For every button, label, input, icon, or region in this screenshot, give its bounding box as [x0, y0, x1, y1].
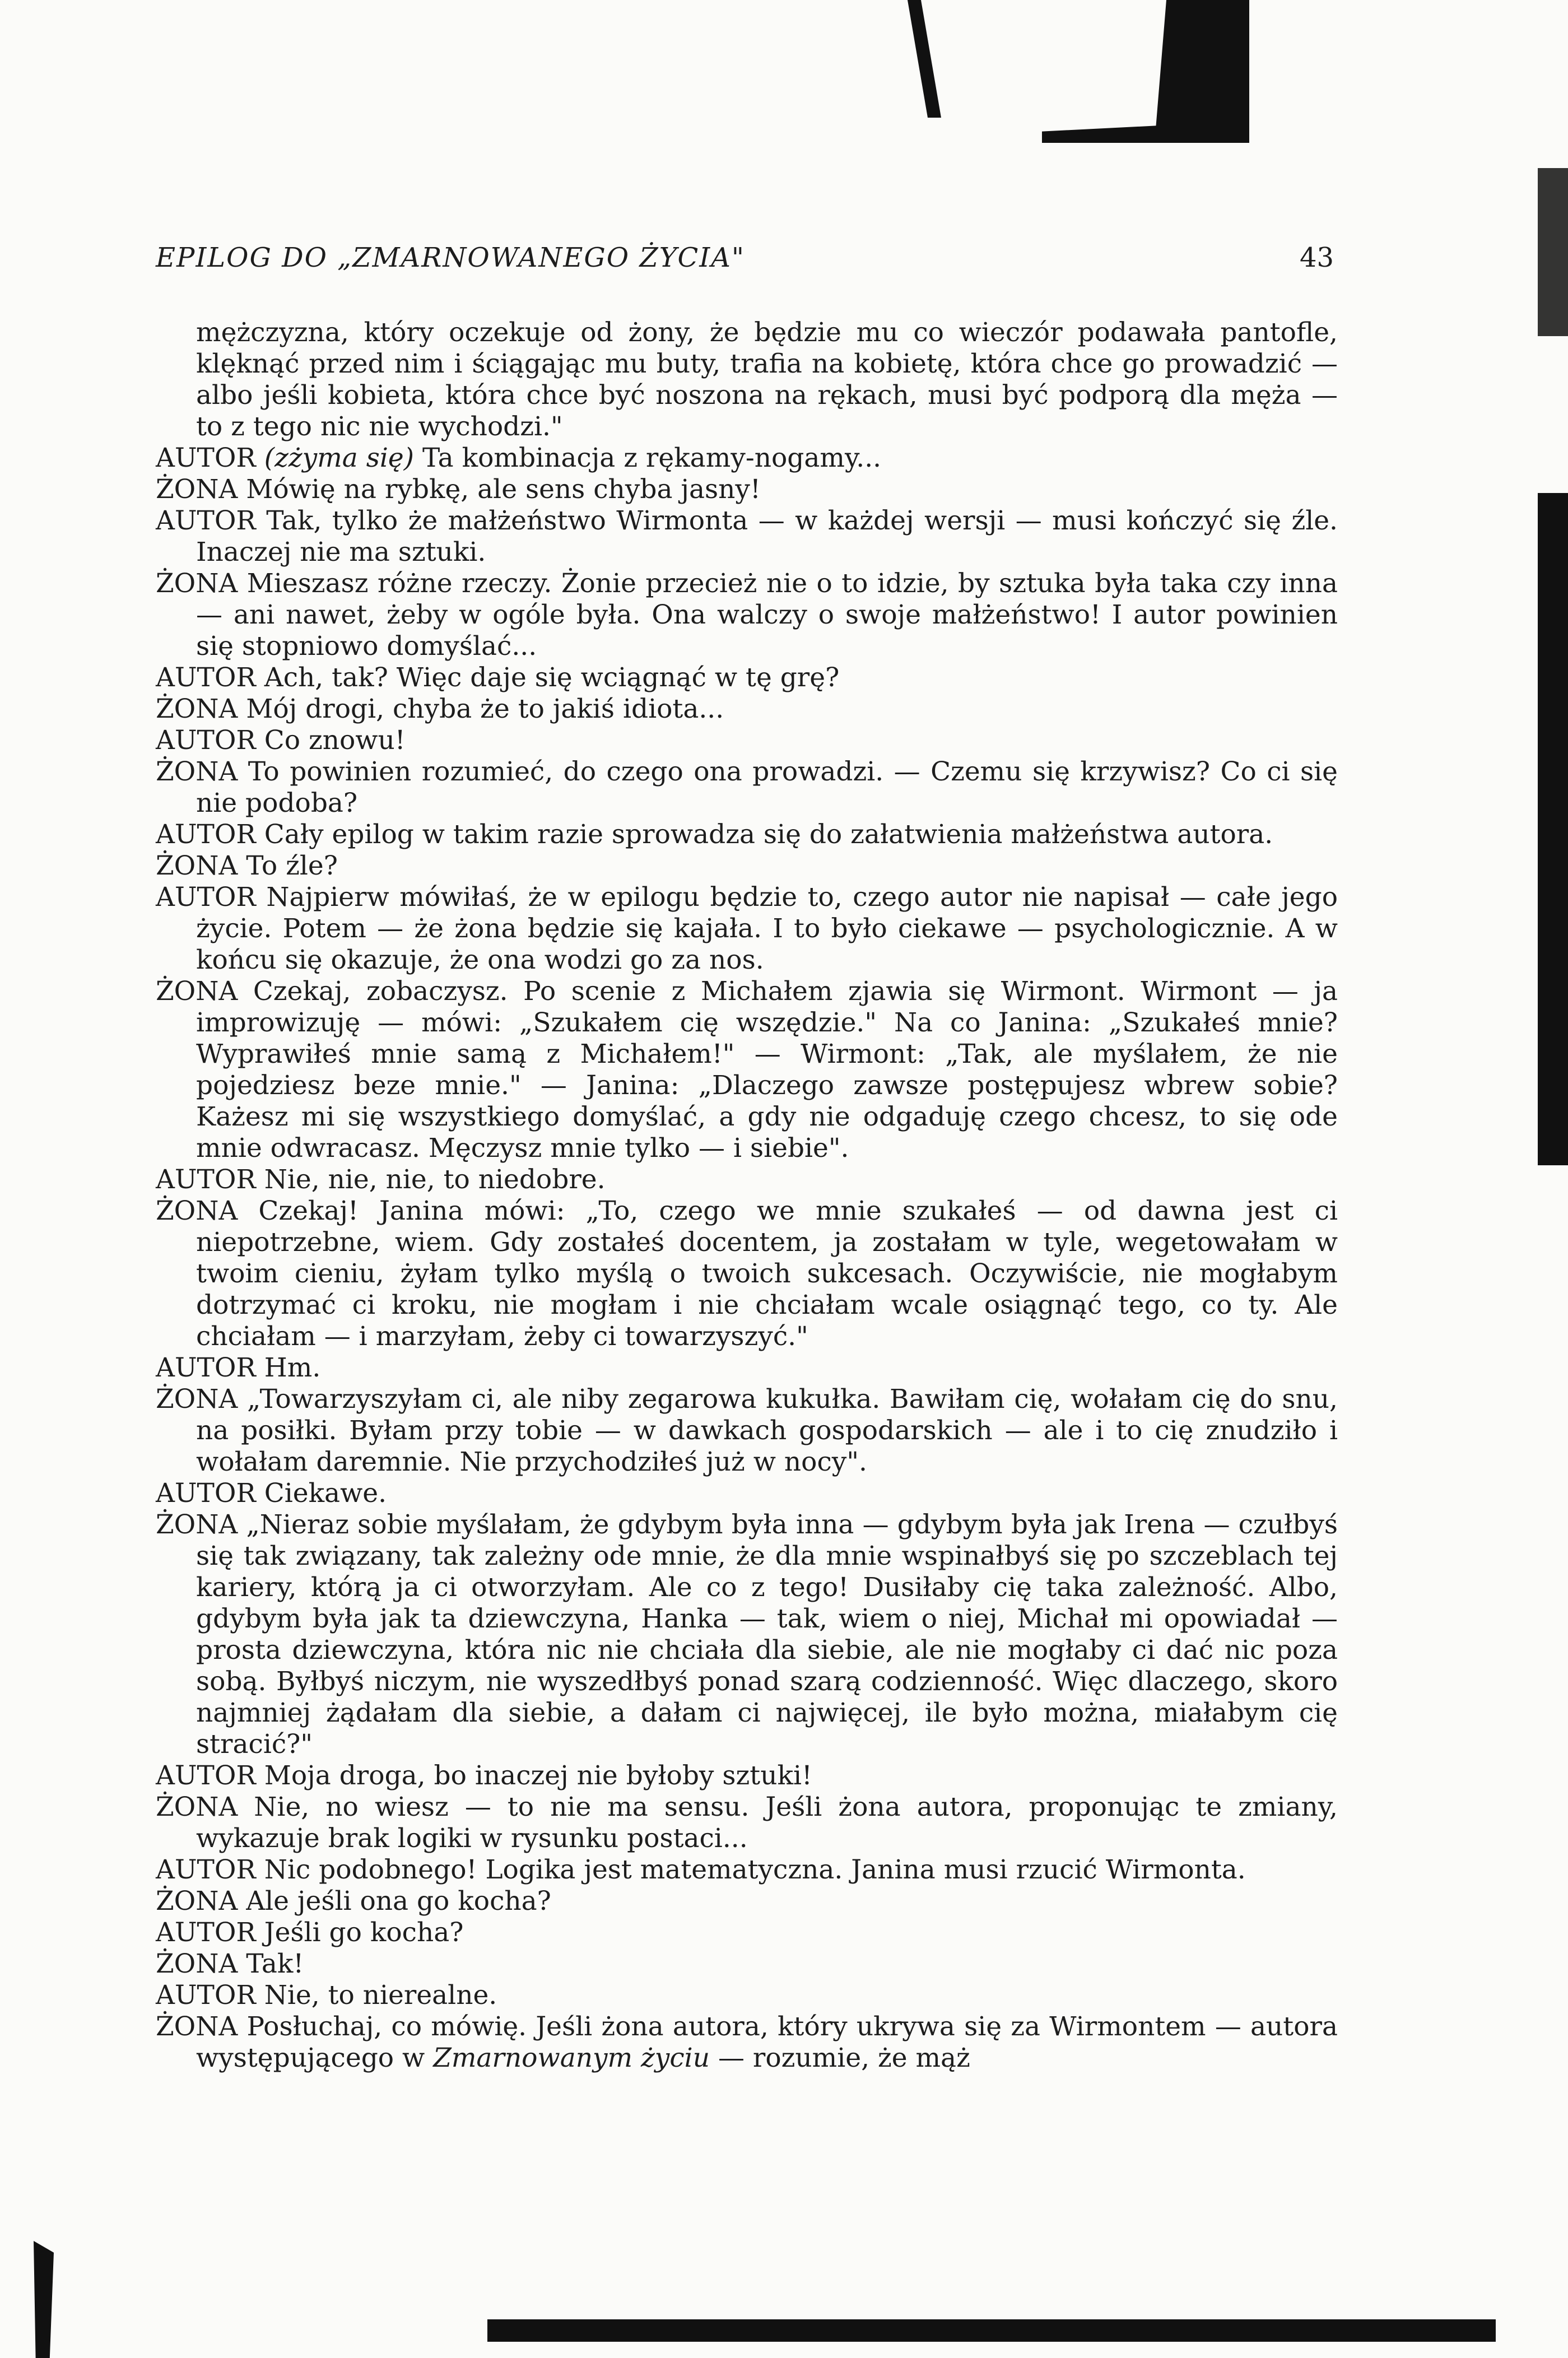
dialogue-line [156, 1164, 1338, 1196]
dialogue-line [156, 1384, 1338, 1478]
dialogue-line [156, 1917, 1338, 1948]
speaker-name: AUTOR [156, 505, 267, 536]
speaker-name: ŻONA [156, 1792, 254, 1822]
line-text: mężczyzna, który oczekuje od żony, że będzie mu co wieczór podawała pantofle, klęknąć przed nim i ściągając mu buty, trafia na kobietę, która chce go prowadzić — albo jeśli kobieta, która chce być noszona na rękach, musi być podporą dla męża — to z tego nic nie wychodzi." [196, 317, 1338, 442]
line-text: Cały epilog w takim razie sprowadza się do załatwienia małżeństwa autora. [264, 819, 1273, 850]
line-text: Posłuchaj, co mówię. Jeśli żona autora, który ukrywa się za Wirmontem — autora występującego w [196, 2011, 1338, 2073]
speaker-name: AUTOR [156, 1478, 264, 1509]
speaker-name: AUTOR [156, 1917, 264, 1948]
line-text: Tak! [246, 1948, 304, 1979]
dialogue-line [156, 694, 1338, 725]
line-text: „Nieraz sobie myślałam, że gdybym była inna — gdybym była jak Irena — czułbyś się tak związany, tak zależny ode mnie, że dla mnie wspinałbyś się po szczeblach tej kariery, którą ja ci otworzyłam. Ale co z tego! Dusiłaby cię taka zależność. Albo, gdybym była jak ta dziewczyna, Hanka — tak, wiem o niej, Michał mi opowiadał — prosta dziewczyna, która nic nie chciała dla siebie, ale nie mogłaby ci dać nic poza sobą. Byłbyś niczym, nie wyszedłbyś ponad szarą codzienność. Więc dlaczego, skoro najmniej żądałam dla siebie, a dałam ci najwięcej, ile było można, miałabym cię stracić?" [196, 1509, 1338, 1760]
speaker-name: ŻONA [156, 694, 246, 724]
line-text: Mieszasz różne rzeczy. Żonie przecież nie o to idzie, by sztuka była taka czy inna — ani nawet, żeby w ogóle była. Ona walczy o swoje małżeństwo! I autor powinien się stopniowo domyślać... [196, 568, 1338, 662]
page-number: 43 [1300, 242, 1334, 273]
line-text: Co znowu! [264, 725, 406, 756]
dialogue-line [156, 976, 1338, 1164]
speaker-name: ŻONA [156, 850, 246, 881]
line-text: Hm. [264, 1352, 321, 1383]
speaker-name: AUTOR [156, 1760, 264, 1791]
line-text: Czekaj, zobaczysz. Po scenie z Michałem zjawia się Wirmont. Wirmont — ja improwizuję — mówi: „Szukałem cię wszędzie." Na co Janina: „Szukałeś mnie? Wyprawiłeś mnie samą z Michałem!" — Wirmont: „Tak, ale myślałem, że nie pojedziesz beze mnie." — Janina: „Dlaczego zawsze postępujesz wbrew sobie? Każesz mi się wszystkiego domyślać, a gdy nie odgaduję czego chcesz, to się ode mnie odwracasz. Męczysz mnie tylko — i siebie". [196, 976, 1338, 1164]
line-text: „Towarzyszyłam ci, ale niby zegarowa kukułka. Bawiłam cię, wołałam cię do snu, na posiłki. Byłam przy tobie — w dawkach gospodarskich — ale i to cię znudziło i wołałam daremnie. Nie przychodziłeś już w nocy". [196, 1384, 1338, 1477]
stage-direction: (zżyma się) [264, 443, 422, 473]
line-text: Jeśli go kocha? [264, 1917, 464, 1948]
scan-artifact [908, 0, 941, 118]
dialogue-line [156, 505, 1338, 568]
line-text: Mój drogi, chyba że to jakiś idiota... [246, 694, 724, 724]
line-text: Nie, to nierealne. [264, 1980, 497, 2011]
dialogue-line [156, 1886, 1338, 1917]
work-title: Zmarnowanym życiu [425, 2043, 718, 2073]
line-text: Najpierw mówiłaś, że w epilogu będzie to, czego autor nie napisał — całe jego życie. Potem — że żona będzie się kajała. I to było ciekawe — psychologicznie. A w końcu się okazuje, że ona wodzi go za nos. [196, 882, 1338, 975]
line-text: — rozumie, że mąż [718, 2043, 970, 2073]
line-text: Nie, no wiesz — to nie ma sensu. Jeśli żona autora, proponując te zmiany, wykazuje brak logiki w rysunku postaci... [196, 1792, 1338, 1854]
dialogue-line [156, 756, 1338, 819]
line-text: Mówię na rybkę, ale sens chyba jasny! [246, 474, 761, 505]
dialogue-line [156, 474, 1338, 505]
dialogue-line [156, 568, 1338, 662]
speaker-name: ŻONA [156, 1948, 246, 1979]
line-text: Tak, tylko że małżeństwo Wirmonta — w każdej wersji — musi kończyć się źle. Inaczej nie ma sztuki. [196, 505, 1338, 568]
speaker-name: ŻONA [156, 1509, 246, 1540]
speaker-name: ŻONA [156, 568, 247, 599]
line-text: To powinien rozumieć, do czego ona prowadzi. — Czemu się krzywisz? Co ci się nie podoba? [196, 756, 1338, 818]
line-text: Czekaj! Janina mówi: „To, czego we mnie szukałeś — od dawna jest ci niepotrzebne, wiem. Gdy zostałeś docentem, ja zostałam w tyle, wegetowałam w twoim cieniu, żyłam tylko myślą o twoich sukcesach. Oczywiście, nie mogłabym dotrzymać ci kroku, nie mogłam i nie chciałam wcale osiągnąć tego, co ty. Ale chciałam — i marzyłam, żeby ci towarzyszyć." [196, 1196, 1338, 1352]
line-text: Ta kombinacja z rękamy-nogamy... [422, 443, 882, 473]
speaker-name: AUTOR [156, 662, 264, 693]
line-text: Ciekawe. [264, 1478, 387, 1509]
dialogue-line [156, 1478, 1338, 1509]
dialogue-line [156, 725, 1338, 756]
line-text: Nie, nie, nie, to niedobre. [264, 1164, 606, 1195]
dialogue-line [156, 882, 1338, 976]
dialogue-line [156, 1760, 1338, 1792]
speaker-name: ŻONA [156, 976, 253, 1007]
scan-artifact [487, 2319, 1496, 2342]
speaker-name: AUTOR [156, 882, 267, 913]
dialogue-line [156, 2011, 1338, 2074]
continuation-paragraph [156, 317, 1338, 443]
speaker-name: AUTOR [156, 1980, 264, 2011]
scan-artifact [1042, 0, 1249, 143]
scan-artifact [1538, 493, 1568, 1165]
speaker-name: AUTOR [156, 819, 264, 850]
dialogue-line [156, 1792, 1338, 1854]
body-text [156, 317, 1338, 2074]
speaker-name: AUTOR [156, 1854, 264, 1885]
dialogue-line [156, 443, 1338, 474]
dialogue-line [156, 1948, 1338, 1980]
speaker-name: AUTOR [156, 443, 264, 473]
dialogue-line [156, 1854, 1338, 1886]
speaker-name: ŻONA [156, 1384, 247, 1415]
speaker-name: ŻONA [156, 1886, 246, 1917]
line-text: Ale jeśli ona go kocha? [246, 1886, 551, 1917]
speaker-name: AUTOR [156, 725, 264, 756]
dialogue-line [156, 1980, 1338, 2011]
dialogue-line [156, 1352, 1338, 1384]
line-text: Moja droga, bo inaczej nie byłoby sztuki! [264, 1760, 812, 1791]
dialogue-line [156, 850, 1338, 882]
speaker-name: AUTOR [156, 1164, 264, 1195]
scan-artifact [34, 2241, 54, 2358]
speaker-name: ŻONA [156, 1196, 259, 1226]
speaker-name: AUTOR [156, 1352, 264, 1383]
running-head: EPILOG DO „ZMARNOWANEGO ŻYCIA" [156, 242, 745, 273]
dialogue-line [156, 819, 1338, 850]
speaker-name: ŻONA [156, 2011, 247, 2042]
line-text: Nic podobnego! Logika jest matematyczna. Janina musi rzucić Wirmonta. [264, 1854, 1246, 1885]
line-text: To źle? [246, 850, 338, 881]
scan-artifact [1538, 168, 1568, 336]
dialogue-line [156, 1509, 1338, 1760]
dialogue-line [156, 1196, 1338, 1352]
speaker-name: ŻONA [156, 474, 246, 505]
speaker-name: ŻONA [156, 756, 248, 787]
line-text: Ach, tak? Więc daje się wciągnąć w tę grę? [264, 662, 840, 693]
dialogue-line [156, 662, 1338, 694]
